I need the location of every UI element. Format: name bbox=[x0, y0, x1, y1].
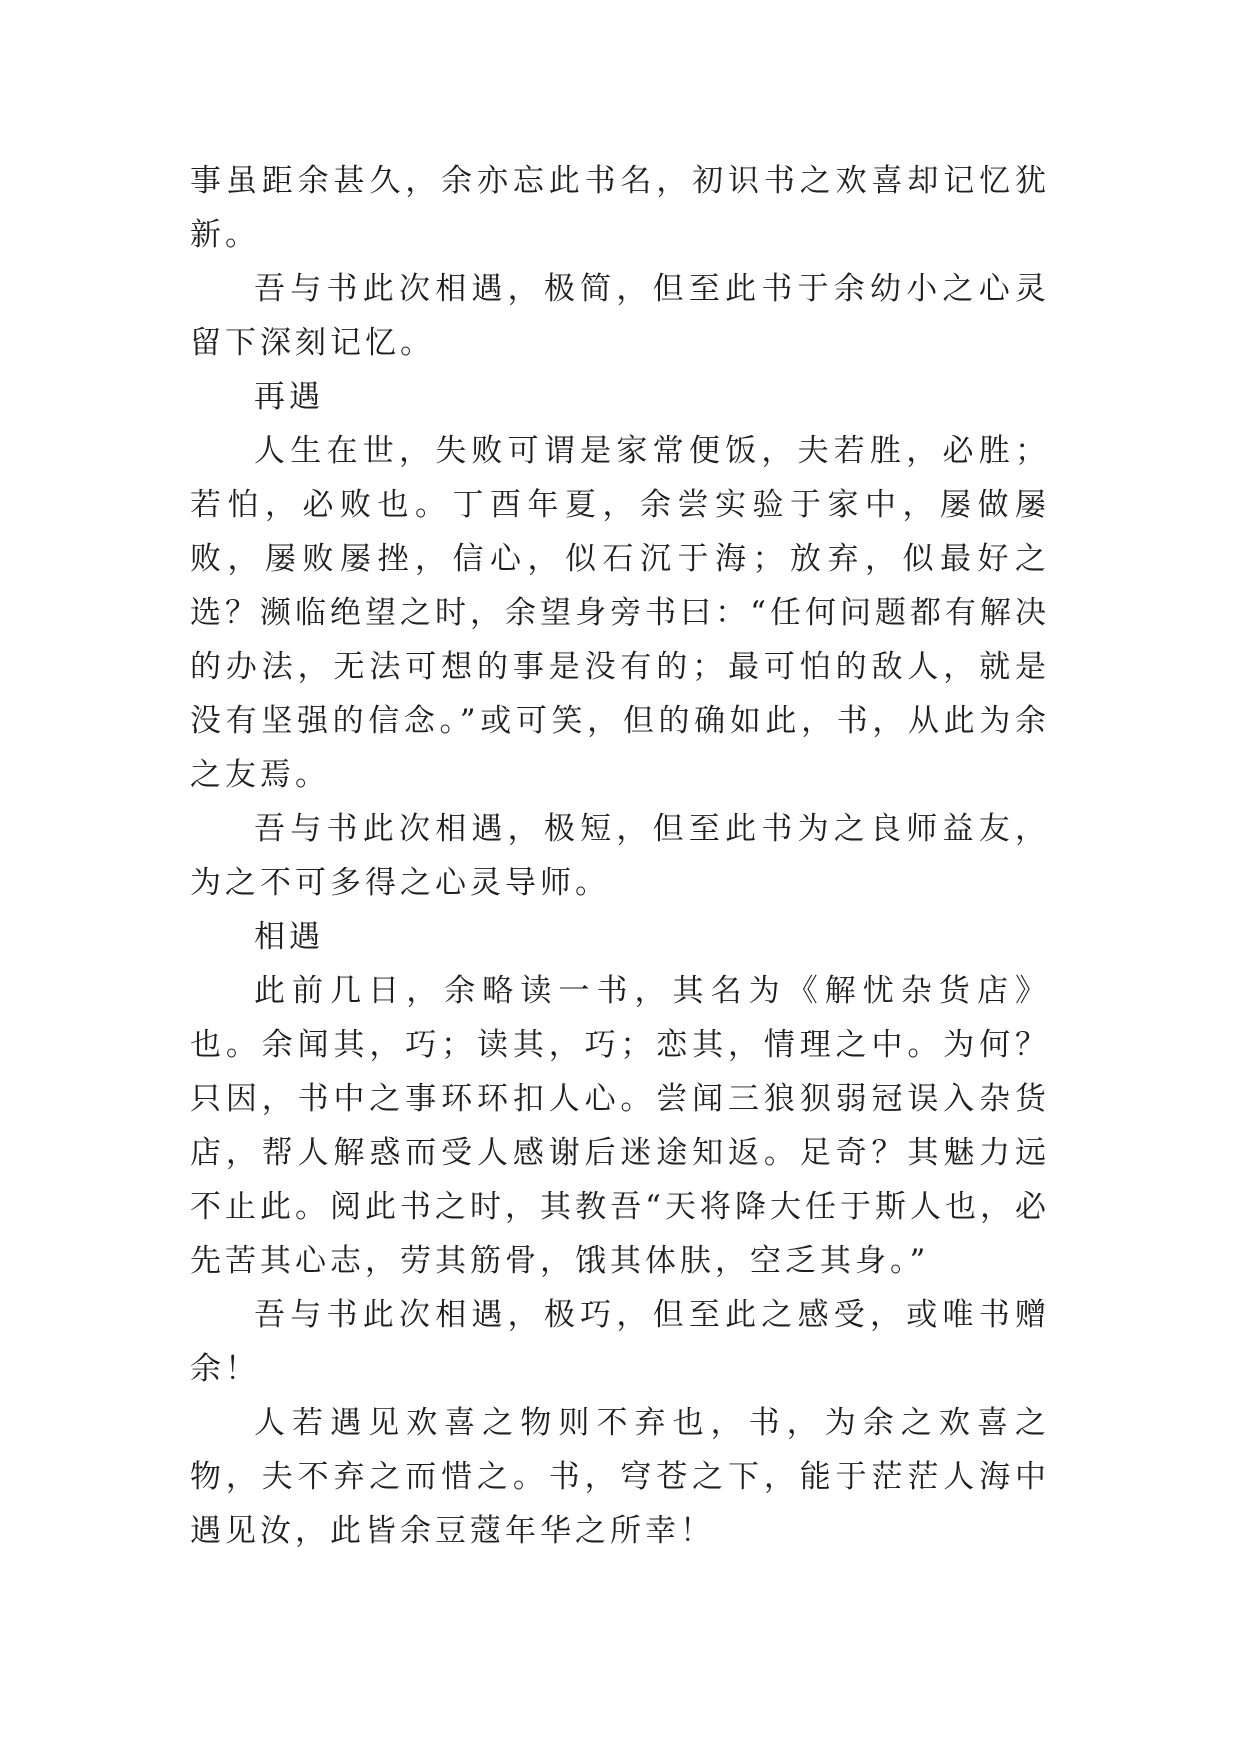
essay-body bbox=[190, 154, 1050, 1558]
paragraph-continuation: 事虽距余甚久，余亦忘此书名，初识书之欢喜却记忆犹新。 bbox=[190, 163, 1050, 253]
paragraph-conclusion: 人若遇见欢喜之物则不弃也，书，为余之欢喜之物，夫不弃之而惜之。书，穹苍之下，能于茫茫人海中遇见汝，此皆余豆蔻年华之所幸！ bbox=[190, 1405, 1050, 1549]
paragraph-reencounter-summary: 吾与书此次相遇，极短，但至此书为之良师益友，为之不可多得之心灵导师。 bbox=[190, 811, 1050, 901]
paragraph-reencounter-story: 人生在世，失败可谓是家常便饭，夫若胜，必胜；若怕，必败也。丁酉年夏，余尝实验于家中，屡做屡败，屡败屡挫，信心，似石沉于海；放弃，似最好之选？濒临绝望之时，余望身旁书曰：“任何问题都有解决的办法，无法可想的事是没有的；最可怕的敌人，就是没有坚强的信念。”或可笑，但的确如此，书，从此为余之友焉。 bbox=[190, 433, 1050, 793]
section-heading-reencounter: 再遇 bbox=[254, 379, 324, 415]
paragraph-meeting-story: 此前几日，余略读一书，其名为《解忧杂货店》也。余闻其，巧；读其，巧；恋其，情理之中。为何？只因，书中之事环环扣人心。尝闻三狼狈弱冠误入杂货店，帮人解惑而受人感谢后迷途知返。足奇？其魅力远不止此。阅此书之时，其教吾“天将降大任于斯人也，必先苦其心志，劳其筋骨，饿其体肤，空乏其身。” bbox=[190, 973, 1050, 1279]
paragraph-first-encounter-summary: 吾与书此次相遇，极简，但至此书于余幼小之心灵留下深刻记忆。 bbox=[190, 271, 1050, 361]
section-heading-meeting: 相遇 bbox=[254, 919, 324, 955]
paragraph-meeting-summary: 吾与书此次相遇，极巧，但至此之感受，或唯书赠余！ bbox=[190, 1297, 1050, 1387]
